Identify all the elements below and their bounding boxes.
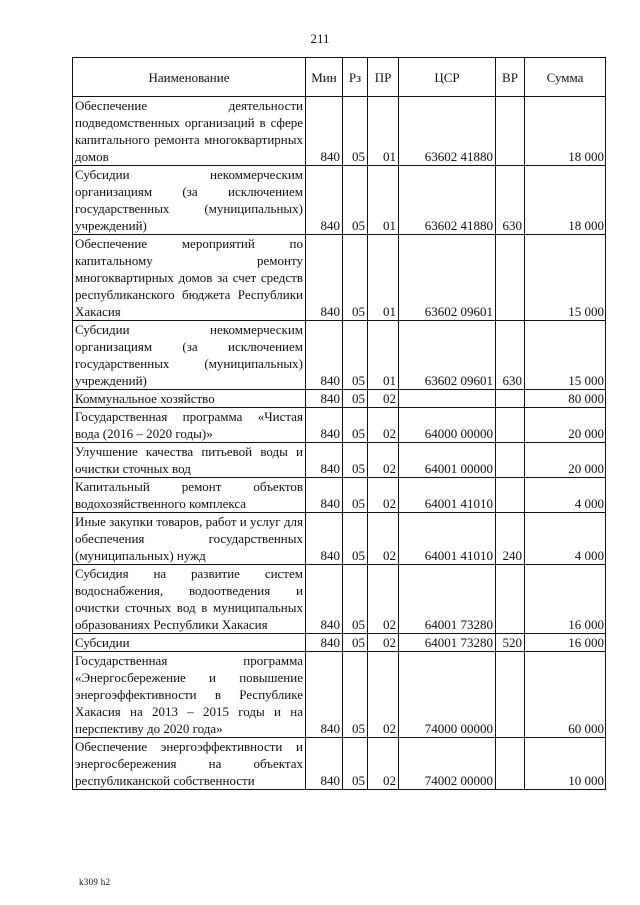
table-row [73,738,606,790]
table-row [73,652,606,738]
footer-code: k309 h2 [79,877,111,887]
cell-pr: 02 [368,513,399,565]
cell-rz: 05 [343,97,368,166]
cell-rz: 05 [343,634,368,652]
table-row [73,235,606,321]
cell-sum: 4 000 [525,478,606,513]
cell-vr [496,478,525,513]
cell-name: Субсидии [73,634,306,652]
cell-pr: 02 [368,634,399,652]
cell-vr: 630 [496,166,525,235]
cell-pr: 02 [368,390,399,408]
cell-pr: 01 [368,321,399,390]
cell-vr: 520 [496,634,525,652]
cell-min: 840 [306,235,343,321]
cell-sum: 60 000 [525,652,606,738]
page-number: 211 [310,31,330,46]
cell-vr: 240 [496,513,525,565]
cell-sum: 18 000 [525,97,606,166]
cell-name: Государственная программа «Энергосбережение и повышение энергоэффективности в Республике Хакасия на 2013 – 2015 годы и на перспективу до 2020 года» [73,652,306,738]
cell-vr [496,390,525,408]
cell-min: 840 [306,390,343,408]
cell-sum: 15 000 [525,235,606,321]
table-row [73,166,606,235]
table-row [73,390,606,408]
cell-min: 840 [306,738,343,790]
cell-rz: 05 [343,738,368,790]
cell-pr: 01 [368,97,399,166]
cell-csr: 63602 41880 [399,166,496,235]
header-name: Наименование [73,58,306,97]
header-csr: ЦСР [399,58,496,97]
cell-pr: 02 [368,652,399,738]
cell-vr [496,97,525,166]
header-pr: ПР [368,58,399,97]
table-row [73,97,606,166]
table-row [73,443,606,478]
cell-pr: 01 [368,235,399,321]
cell-pr: 02 [368,443,399,478]
cell-vr [496,738,525,790]
header-min: Мин [306,58,343,97]
header-rz: Рз [343,58,368,97]
cell-csr: 63602 09601 [399,235,496,321]
cell-vr: 630 [496,321,525,390]
cell-csr: 64001 73280 [399,565,496,634]
cell-rz: 05 [343,443,368,478]
cell-name: Субсидии некоммерческим организациям (за исключением государственных (муниципальных) учреждений) [73,166,306,235]
table-row [73,634,606,652]
cell-min: 840 [306,565,343,634]
cell-min: 840 [306,513,343,565]
cell-min: 840 [306,408,343,443]
cell-rz: 05 [343,652,368,738]
cell-csr: 74002 00000 [399,738,496,790]
budget-table [72,57,606,790]
cell-vr [496,235,525,321]
cell-csr: 74000 00000 [399,652,496,738]
table-row [73,408,606,443]
cell-name: Коммунальное хозяйство [73,390,306,408]
header-vr: ВР [496,58,525,97]
cell-pr: 02 [368,478,399,513]
cell-min: 840 [306,443,343,478]
table-row [73,478,606,513]
cell-csr: 64001 41010 [399,478,496,513]
cell-rz: 05 [343,565,368,634]
cell-csr: 63602 09601 [399,321,496,390]
cell-sum: 16 000 [525,565,606,634]
cell-csr: 64001 00000 [399,443,496,478]
cell-min: 840 [306,97,343,166]
cell-name: Улучшение качества питьевой воды и очистки сточных вод [73,443,306,478]
cell-name: Субсидия на развитие систем водоснабжения, водоотведения и очистки сточных вод в муниципальных образованиях Республики Хакасия [73,565,306,634]
cell-sum: 10 000 [525,738,606,790]
cell-name: Иные закупки товаров, работ и услуг для обеспечения государственных (муниципальных) нужд [73,513,306,565]
cell-name: Обеспечение мероприятий по капитальному ремонту многоквартирных домов за счет средств республиканского бюджета Республики Хакасия [73,235,306,321]
cell-vr [496,408,525,443]
cell-vr [496,565,525,634]
cell-vr [496,652,525,738]
cell-name: Обеспечение деятельности подведомственных организаций в сфере капитального ремонта многоквартирных домов [73,97,306,166]
cell-csr: 63602 41880 [399,97,496,166]
cell-sum: 80 000 [525,390,606,408]
cell-rz: 05 [343,390,368,408]
cell-pr: 02 [368,738,399,790]
cell-sum: 4 000 [525,513,606,565]
cell-sum: 18 000 [525,166,606,235]
cell-name: Капитальный ремонт объектов водохозяйственного комплекса [73,478,306,513]
table-header [73,58,606,97]
cell-pr: 02 [368,565,399,634]
cell-min: 840 [306,321,343,390]
cell-sum: 20 000 [525,443,606,478]
cell-pr: 02 [368,408,399,443]
cell-csr: 64001 41010 [399,513,496,565]
cell-rz: 05 [343,408,368,443]
table-body [73,97,606,790]
cell-min: 840 [306,166,343,235]
table-row [73,513,606,565]
cell-min: 840 [306,478,343,513]
cell-rz: 05 [343,478,368,513]
cell-min: 840 [306,634,343,652]
cell-sum: 15 000 [525,321,606,390]
cell-csr: 64000 00000 [399,408,496,443]
cell-vr [496,443,525,478]
cell-name: Субсидии некоммерческим организациям (за исключением государственных (муниципальных) учреждений) [73,321,306,390]
cell-name: Государственная программа «Чистая вода (2016 – 2020 годы)» [73,408,306,443]
cell-csr [399,390,496,408]
table-row [73,321,606,390]
header-sum: Сумма [525,58,606,97]
cell-pr: 01 [368,166,399,235]
cell-rz: 05 [343,166,368,235]
cell-sum: 16 000 [525,634,606,652]
cell-min: 840 [306,652,343,738]
table-row [73,565,606,634]
cell-rz: 05 [343,321,368,390]
cell-csr: 64001 73280 [399,634,496,652]
cell-name: Обеспечение энергоэффективности и энергосбережения на объектах республиканской собственности [73,738,306,790]
cell-sum: 20 000 [525,408,606,443]
cell-rz: 05 [343,235,368,321]
cell-rz: 05 [343,513,368,565]
